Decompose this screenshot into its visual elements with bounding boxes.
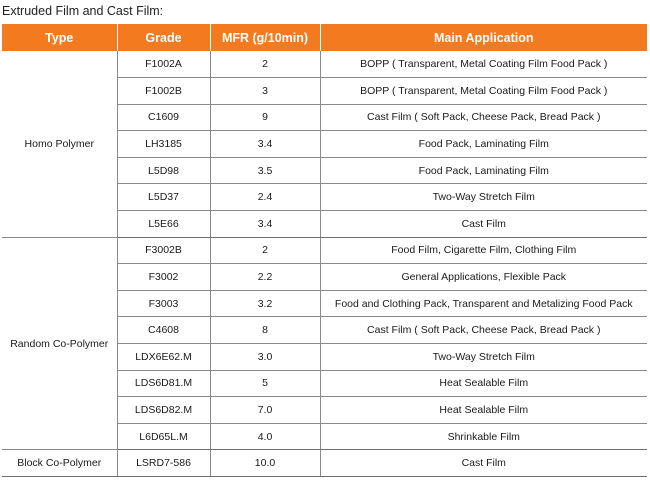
mfr-cell: 3.5 (210, 157, 320, 184)
application-cell: Two-Way Stretch Film (320, 344, 647, 371)
grade-cell: L5D98 (117, 157, 210, 184)
application-cell: Food Pack, Laminating Film (320, 131, 647, 158)
grade-cell: F3002B (117, 237, 210, 264)
mfr-cell: 10.0 (210, 450, 320, 477)
application-cell: Two-Way Stretch Film (320, 184, 647, 211)
mfr-cell: 3.4 (210, 211, 320, 238)
application-cell: Shrinkable Film (320, 423, 647, 450)
mfr-cell: 3 (210, 78, 320, 105)
grade-cell: F1002B (117, 78, 210, 105)
mfr-cell: 5 (210, 370, 320, 397)
mfr-cell: 3.0 (210, 344, 320, 371)
grade-cell: F3002 (117, 264, 210, 291)
type-cell: Homo Polymer (2, 51, 117, 237)
mfr-cell: 3.4 (210, 131, 320, 158)
grade-cell: LDX6E62.M (117, 344, 210, 371)
grade-cell: L5E66 (117, 211, 210, 238)
mfr-cell: 2 (210, 51, 320, 78)
grade-cell: C4608 (117, 317, 210, 344)
table-caption: Extruded Film and Cast Film: (2, 4, 164, 18)
mfr-cell: 9 (210, 104, 320, 131)
header-grade: Grade (117, 24, 210, 51)
grade-cell: LSRD7-586 (117, 450, 210, 477)
application-cell: Cast Film (320, 450, 647, 477)
type-cell: Random Co-Polymer (2, 237, 117, 450)
application-cell: BOPP ( Transparent, Metal Coating Film Food Pack ) (320, 78, 647, 105)
application-cell: Cast Film ( Soft Pack, Cheese Pack, Bread Pack ) (320, 104, 647, 131)
application-cell: Cast Film (320, 211, 647, 238)
grade-cell: LDS6D82.M (117, 397, 210, 424)
application-cell: Heat Sealable Film (320, 370, 647, 397)
grade-cell: LH3185 (117, 131, 210, 158)
application-cell: Food Pack, Laminating Film (320, 157, 647, 184)
application-cell: Heat Sealable Film (320, 397, 647, 424)
application-cell: Cast Film ( Soft Pack, Cheese Pack, Bread Pack ) (320, 317, 647, 344)
grade-cell: F1002A (117, 51, 210, 78)
application-cell: Food Film, Cigarette Film, Clothing Film (320, 237, 647, 264)
table-body (2, 51, 647, 477)
grade-cell: LDS6D81.M (117, 370, 210, 397)
table-row (2, 237, 647, 264)
header-mfr: MFR (g/10min) (210, 24, 320, 51)
table-row (2, 51, 647, 78)
grade-cell: C1609 (117, 104, 210, 131)
table-row (2, 450, 647, 477)
mfr-cell: 7.0 (210, 397, 320, 424)
grade-cell: L6D65L.M (117, 423, 210, 450)
mfr-cell: 2.4 (210, 184, 320, 211)
grade-cell: F3003 (117, 290, 210, 317)
mfr-cell: 8 (210, 317, 320, 344)
header-row (2, 24, 647, 51)
mfr-cell: 2.2 (210, 264, 320, 291)
mfr-cell: 4.0 (210, 423, 320, 450)
mfr-cell: 3.2 (210, 290, 320, 317)
application-cell: General Applications, Flexible Pack (320, 264, 647, 291)
film-grades-table (2, 24, 647, 477)
header-type: Type (2, 24, 117, 51)
grade-cell: L5D37 (117, 184, 210, 211)
application-cell: BOPP ( Transparent, Metal Coating Film Food Pack ) (320, 51, 647, 78)
header-application: Main Application (320, 24, 647, 51)
application-cell: Food and Clothing Pack, Transparent and Metalizing Food Pack (320, 290, 647, 317)
mfr-cell: 2 (210, 237, 320, 264)
type-cell: Block Co-Polymer (2, 450, 117, 477)
